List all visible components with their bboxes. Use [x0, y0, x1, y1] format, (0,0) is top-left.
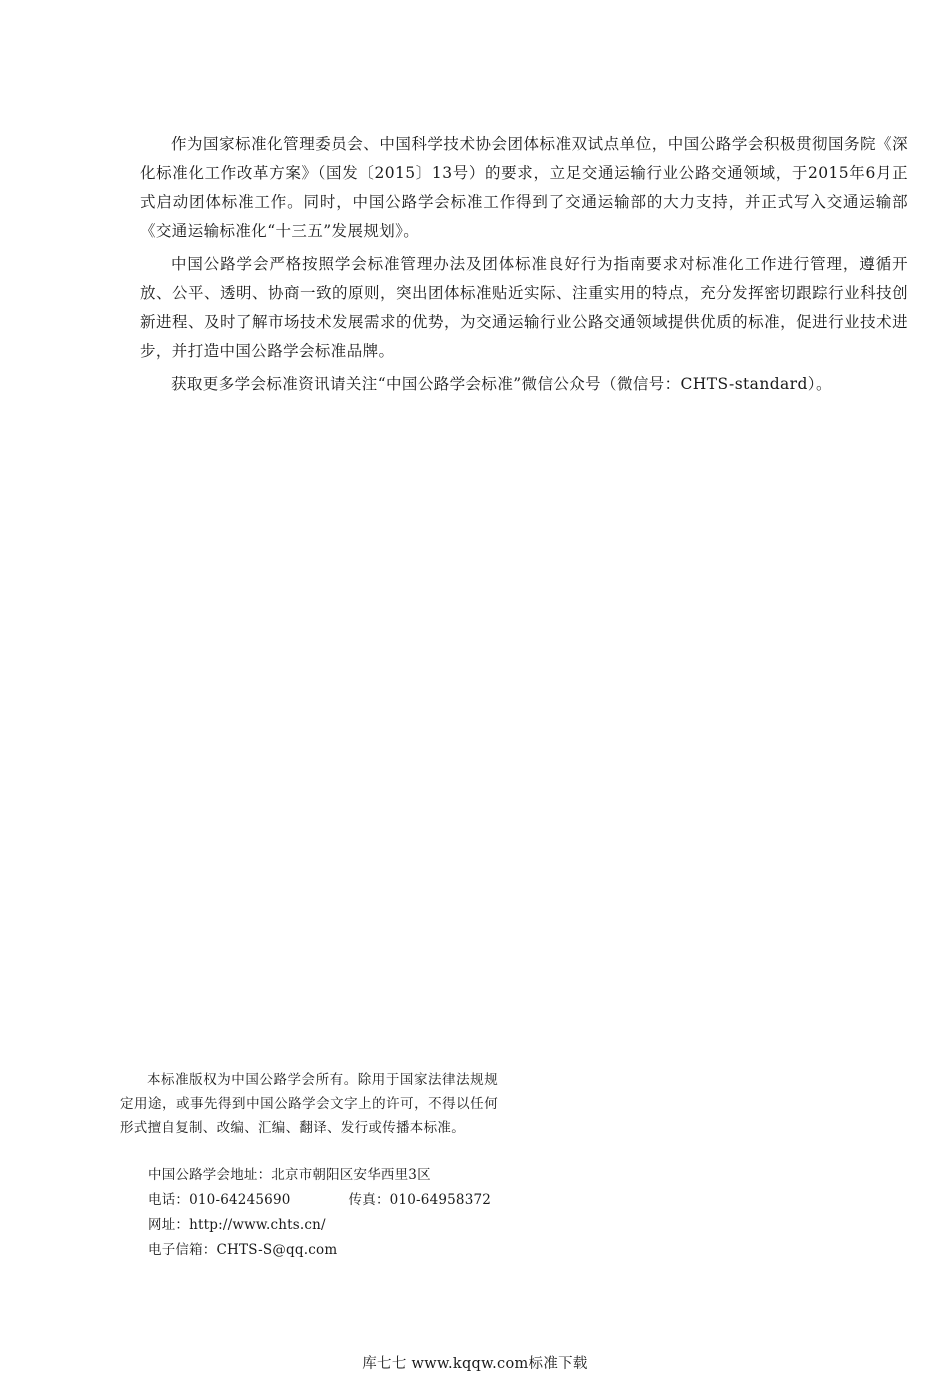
- intro-section: [140, 130, 908, 403]
- phone-fax-line: [148, 1188, 491, 1213]
- intro-paragraph-1: 作为国家标准化管理委员会、中国科学技术协会团体标准双试点单位，中国公路学会积极贯彻国务院《深化标准化工作改革方案》（国发〔2015〕13号）的要求，立足交通运输行业公路交通领域，于2015年6月正式启动团体标准工作。同时，中国公路学会标准工作得到了交通运输部的大力支持，并正式写入交通运输部《交通运输标准化“十三五”发展规划》。: [140, 135, 908, 240]
- address-line: 中国公路学会地址：北京市朝阳区安华西里3区: [148, 1167, 431, 1183]
- copyright-notice: [120, 1068, 498, 1140]
- contact-info: [148, 1163, 491, 1263]
- copyright-text: 本标准版权为中国公路学会所有。除用于国家法律法规规定用途，或事先得到中国公路学会文字上的许可，不得以任何形式擅自复制、改编、汇编、翻译、发行或传播本标准。: [120, 1072, 498, 1136]
- intro-paragraph-3: 获取更多学会标准资讯请关注“中国公路学会标准”微信公众号（微信号：CHTS-standard）。: [171, 375, 832, 393]
- website-line: 网址：http://www.chts.cn/: [148, 1217, 326, 1233]
- download-footer: 库七七 www.kqqw.com标准下载: [362, 1356, 588, 1372]
- fax-number: 传真：010-64958372: [348, 1192, 492, 1208]
- email-line: 电子信箱：CHTS-S@qq.com: [148, 1242, 338, 1258]
- intro-paragraph-2: 中国公路学会严格按照学会标准管理办法及团体标准良好行为指南要求对标准化工作进行管理，遵循开放、公平、透明、协商一致的原则，突出团体标准贴近实际、注重实用的特点，充分发挥密切跟踪行业科技创新进程、及时了解市场技术发展需求的优势，为交通运输行业公路交通领域提供优质的标准，促进行业技术进步，并打造中国公路学会标准品牌。: [140, 255, 908, 360]
- phone-number: 电话：010-64245690: [148, 1192, 291, 1208]
